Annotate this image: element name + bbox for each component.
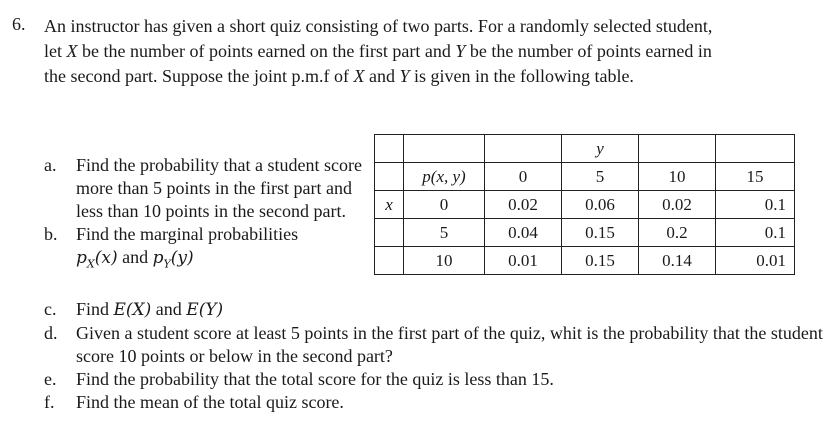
part-f xyxy=(44,391,824,414)
table-row xyxy=(375,247,795,275)
y-value: 10 xyxy=(639,163,716,191)
part-c-label: c. xyxy=(44,299,57,319)
part-f-text: Find the mean of the total quiz score. xyxy=(76,392,344,412)
table-cell: 0.15 xyxy=(562,247,639,275)
expectation-x: E(X) xyxy=(113,300,152,320)
part-c xyxy=(44,298,824,322)
joint-pmf-table xyxy=(374,134,795,275)
table-cell: 0.01 xyxy=(716,247,795,275)
part-d xyxy=(44,322,824,368)
expectation-y: E(Y) xyxy=(186,300,224,320)
table-cell: 0.14 xyxy=(639,247,716,275)
part-e xyxy=(44,368,824,391)
part-b-text: Find the marginal probabilities xyxy=(76,224,299,244)
part-a-label: a. xyxy=(44,155,57,175)
part-a xyxy=(44,154,364,223)
part-f-label: f. xyxy=(44,392,55,412)
y-axis-label: y xyxy=(562,135,639,163)
part-a-text: Find the probability that a student score more than 5 points in the first part and less than 10 points in the second part. xyxy=(76,155,362,221)
pmf-corner-label: p(x, y) xyxy=(404,163,485,191)
y-value: 0 xyxy=(485,163,562,191)
marginal-y: $p_Y(y)$ xyxy=(152,248,194,271)
y-value: 5 xyxy=(562,163,639,191)
table-cell: 0.06 xyxy=(562,191,639,219)
marginal-x: $p_X(x)$ xyxy=(76,248,118,271)
table-row-header xyxy=(375,163,795,191)
x-value: 0 xyxy=(404,191,485,219)
intro-line-1: An instructor has given a short quiz consisting of two parts. For a randomly selected student, xyxy=(44,16,713,36)
table-row xyxy=(375,191,795,219)
part-d-text: Given a student score at least 5 points in the first part of the quiz, whit is the probability that the student score 10 points or below in the second part? xyxy=(76,323,823,366)
table-cell: 0.1 xyxy=(716,191,795,219)
intro-line-2: let X be the number of points earned on the first part and Y be the number of points earned in xyxy=(44,41,712,61)
table-cell: 0.2 xyxy=(639,219,716,247)
x-axis-label: x xyxy=(375,191,404,219)
question-number: 6. xyxy=(12,14,26,34)
intro-line-3: the second part. Suppose the joint p.m.f of X and Y is given in the following table. xyxy=(44,66,634,86)
part-c-text: Find xyxy=(76,299,110,319)
y-value: 15 xyxy=(716,163,795,191)
part-b-label: b. xyxy=(44,224,58,244)
part-e-label: e. xyxy=(44,369,57,389)
question-intro xyxy=(44,14,824,89)
x-value: 10 xyxy=(404,247,485,275)
x-value: 5 xyxy=(404,219,485,247)
part-b xyxy=(44,223,364,275)
table-row-y-label xyxy=(375,135,795,163)
table-cell: 0.02 xyxy=(485,191,562,219)
part-d-label: d. xyxy=(44,323,58,343)
table-row xyxy=(375,219,795,247)
parts-a-b xyxy=(44,154,364,275)
part-c-and: and xyxy=(155,299,182,319)
table-cell: 0.1 xyxy=(716,219,795,247)
part-e-text: Find the probability that the total score for the quiz is less than 15. xyxy=(76,369,554,389)
table-cell: 0.15 xyxy=(562,219,639,247)
part-b-and: and xyxy=(122,247,149,267)
table-cell: 0.02 xyxy=(639,191,716,219)
table-cell: 0.01 xyxy=(485,247,562,275)
table-cell: 0.04 xyxy=(485,219,562,247)
parts-c-f xyxy=(44,298,824,414)
